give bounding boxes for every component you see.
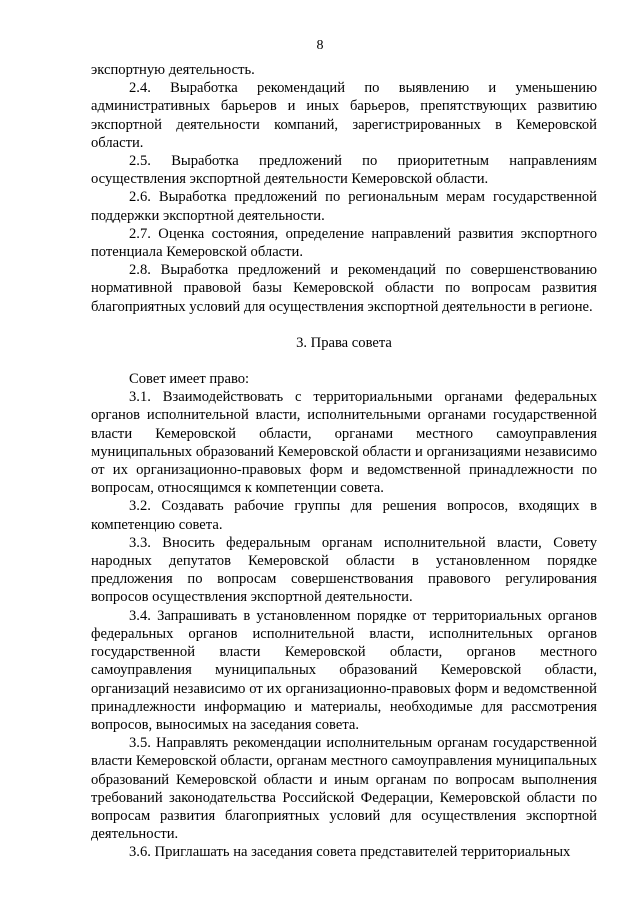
item-3-2: 3.2. Создавать рабочие группы для решения вопросов, входящих в компетенцию совета. [91,498,597,533]
section-heading: 3. Права совета [296,334,392,351]
item-3-5: 3.5. Направлять рекомендации исполнительным органам государственной власти Кемеровской области, органам местного самоуправления муниципальных образований Кемеровской области и иным органам по вопросам выполнения требований законодательства Российской Федерации, Кемеровской области по вопросам развития благоприятных условий для осуществления экспортной деятельности. [91,735,597,843]
item-2-6: 2.6. Выработка предложений по региональным мерам государственной поддержки экспортной деятельности. [91,189,597,224]
item-2-7: 2.7. Оценка состояния, определение направлений развития экспортного потенциала Кемеровской области. [91,225,597,261]
item-2-4: 2.4. Выработка рекомендаций по выявлению и уменьшению административных барьеров и иных барьеров, препятствующих развитию экспортной деятельности компаний, зарегистрированных в Кемеровской области. [91,80,597,151]
item-2-5: 2.5. Выработка предложений по приоритетным направлениям осуществления экспортной деятельности Кемеровской области. [91,153,597,188]
item-3-1: 3.1. Взаимодействовать с территориальными органами федеральных органов исполнительной власти, исполнительными органами государственной власти Кемеровской области, органами местного самоуправления муниципальных образований Кемеровской области и организациями независимо от их организационно-правовых форм и ведомственной принадлежности по вопросам, относящимся к компетенции совета. [91,389,597,497]
item-3-4: 3.4. Запрашивать в установленном порядке от территориальных органов федеральных органов исполнительной власти, исполнительных органов государственной власти Кемеровской области, органов местного самоуправления муниципальных образований Кемеровской области, организаций независимо от их организационно-правовых форм и ведомственной принадлежности информацию и материалы, необходимые для рассмотрения вопросов, выносимых на заседания совета. [91,607,597,733]
section-intro: Совет имеет право: [129,371,250,388]
continuation-line: экспортную деятельность. [91,62,255,78]
item-2-8: 2.8. Выработка предложений и рекомендаций по совершенствованию нормативной правовой базы Кемеровской области по вопросам развития благоприятных условий для осуществления экспортной деятельности в регионе. [91,262,597,315]
page-number: 8 [316,38,324,53]
item-3-3: 3.3. Вносить федеральным органам исполнительной власти, Совету народных депутатов Кемеровской области в установленном порядке предложения по вопросам совершенствования правового регулирования вопросов осуществления экспортной деятельности. [91,534,597,606]
document-body [91,61,597,862]
item-3-6: 3.6. Приглашать на заседания совета представителей территориальных [129,844,571,861]
